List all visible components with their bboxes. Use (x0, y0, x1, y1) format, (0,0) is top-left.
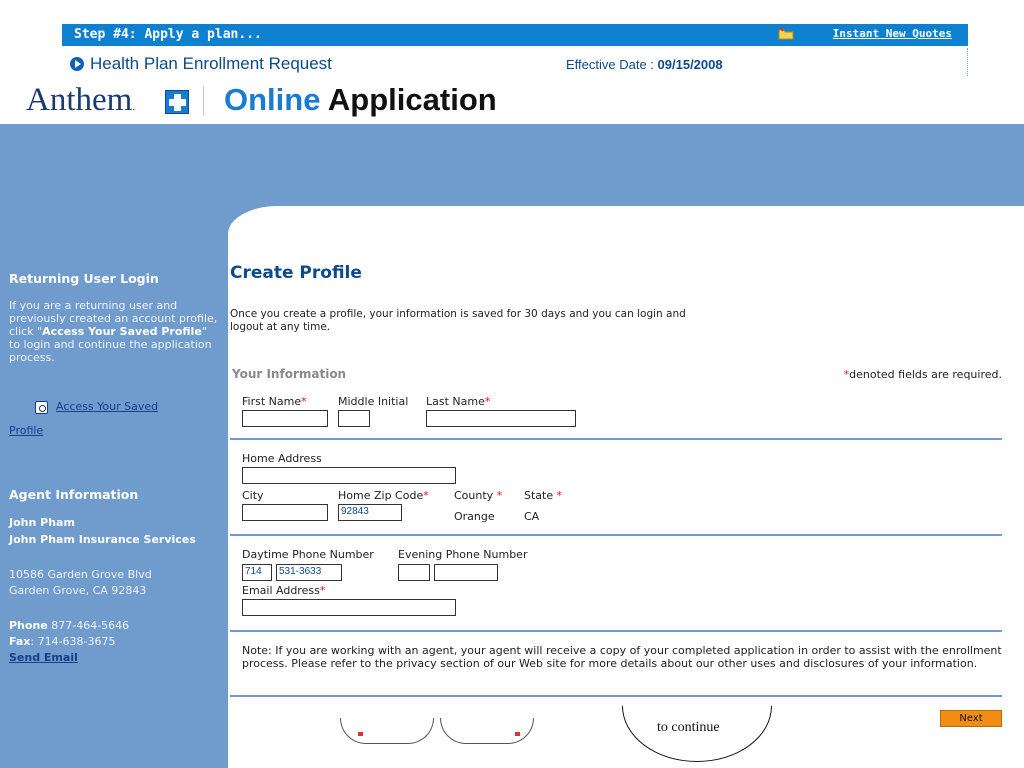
county-value: Orange (454, 510, 495, 523)
login-text-part1: If you are a returning user and previously created an account profile, click " (9, 299, 218, 338)
phone-value: 877-464-5646 (51, 619, 130, 632)
evening-area-code-input[interactable] (398, 564, 430, 581)
zip-star: * (423, 489, 429, 502)
first-name-star: * (301, 395, 307, 408)
divider-3 (230, 630, 1002, 632)
login-text-part2: " to login and continue the application process. (9, 325, 212, 364)
app-title (224, 82, 497, 118)
agent-name: John Pham (9, 516, 75, 529)
last-name-label (426, 395, 490, 408)
arrow-icon (70, 57, 84, 71)
access-profile-link-1[interactable]: Access Your Saved (56, 400, 159, 413)
evening-number-input[interactable] (434, 564, 498, 581)
logo-divider (203, 86, 204, 116)
zip-input[interactable]: 92843 (338, 504, 402, 521)
divider-1 (230, 438, 1002, 440)
brand-name: Anthem (26, 82, 133, 118)
agent-street: 10586 Garden Grove Blvd (9, 568, 152, 581)
app-title-application: Application (327, 82, 497, 117)
state-value: CA (524, 510, 540, 523)
login-text-bold: Access Your Saved Profile (42, 325, 202, 338)
agent-fax (9, 635, 219, 648)
state-label-text: State (524, 489, 554, 502)
last-name-label-text: Last Name (426, 395, 485, 408)
agent-city: Garden Grove, CA 92843 (9, 584, 147, 597)
login-heading: Returning User Login (9, 271, 159, 286)
access-profile-link[interactable] (56, 400, 216, 413)
blue-cross-icon (165, 90, 189, 114)
home-address-input[interactable] (242, 467, 456, 484)
daytime-number-input[interactable]: 531-3633 (276, 564, 342, 581)
anthem-logo (26, 82, 135, 119)
red-mark (515, 732, 520, 736)
step-title: Step #4: Apply a plan... (74, 27, 262, 42)
access-profile-link-2[interactable] (9, 424, 219, 437)
fax-label: Fax (9, 635, 31, 648)
required-star: * (843, 368, 850, 381)
enrollment-header (62, 48, 968, 76)
state-star: * (556, 489, 563, 502)
app-title-online: Online (224, 82, 321, 117)
email-label-text: Email Address (242, 584, 320, 597)
effective-date-value: 09/15/2008 (657, 57, 723, 72)
email-star: * (319, 584, 326, 597)
zip-label (338, 489, 429, 502)
daytime-phone-label: Daytime Phone Number (242, 548, 374, 561)
access-profile-link-text[interactable]: Profile (9, 424, 44, 437)
first-name-label-text: First Name (242, 395, 302, 408)
fax-value: : 714-638-3675 (30, 635, 116, 648)
next-button[interactable]: Next (940, 710, 1002, 727)
middle-initial-input[interactable] (338, 410, 370, 427)
section-title: Your Information (232, 367, 347, 381)
intro-text: Once you create a profile, your information is saved for 30 days and you can login and logout at any time. (230, 308, 686, 333)
required-note-text: denoted fields are required. (849, 368, 1002, 381)
effective-date-label: Effective Date : (566, 57, 658, 72)
county-label-text: County (454, 489, 494, 502)
folder-icon (778, 27, 794, 40)
page-title: Create Profile (230, 263, 362, 283)
red-mark (358, 732, 363, 736)
send-email-link[interactable]: Send Email (9, 651, 78, 664)
send-email[interactable] (9, 651, 219, 664)
divider-4 (230, 695, 1002, 697)
effective-date (566, 57, 723, 72)
daytime-area-code-input[interactable]: 714 (242, 564, 272, 581)
state-label (524, 489, 562, 502)
email-input[interactable] (242, 599, 456, 616)
city-input[interactable] (242, 504, 328, 521)
first-name-label (242, 395, 307, 408)
profile-form (230, 254, 1024, 768)
save-button-shape[interactable] (440, 718, 534, 744)
first-name-input[interactable] (242, 410, 328, 427)
county-label (454, 489, 502, 502)
saved-profile-icon (35, 401, 48, 414)
last-name-star: * (484, 395, 491, 408)
agent-phone (9, 619, 219, 632)
email-label (242, 584, 325, 597)
city-label: City (242, 489, 264, 502)
instant-new-quotes-link[interactable]: Instant New Quotes (832, 27, 952, 40)
sidebar (0, 254, 228, 768)
county-star: * (496, 489, 503, 502)
privacy-note: Note: If you are working with an agent, your agent will receive a copy of your completed application in order to assist with the enrollment process. Please refer to the privacy section of our Web site for more details about our other uses and disclosures of your information. (242, 644, 1002, 670)
evening-phone-label: Evening Phone Number (398, 548, 528, 561)
last-name-input[interactable] (426, 410, 576, 427)
back-button-shape[interactable] (340, 718, 434, 744)
brand-tm: . (132, 101, 136, 113)
step-bar (62, 24, 968, 46)
login-text (9, 299, 219, 364)
enrollment-title: Health Plan Enrollment Request (90, 54, 332, 73)
divider-2 (230, 534, 1002, 536)
agent-heading: Agent Information (9, 487, 139, 502)
zip-label-text: Home Zip Code (338, 489, 424, 502)
middle-initial-label: Middle Initial (338, 395, 409, 408)
continue-text: to continue (657, 720, 720, 735)
home-address-label: Home Address (242, 452, 322, 465)
required-note (844, 368, 1002, 381)
agent-company: John Pham Insurance Services (9, 533, 196, 546)
phone-label: Phone (9, 619, 48, 632)
